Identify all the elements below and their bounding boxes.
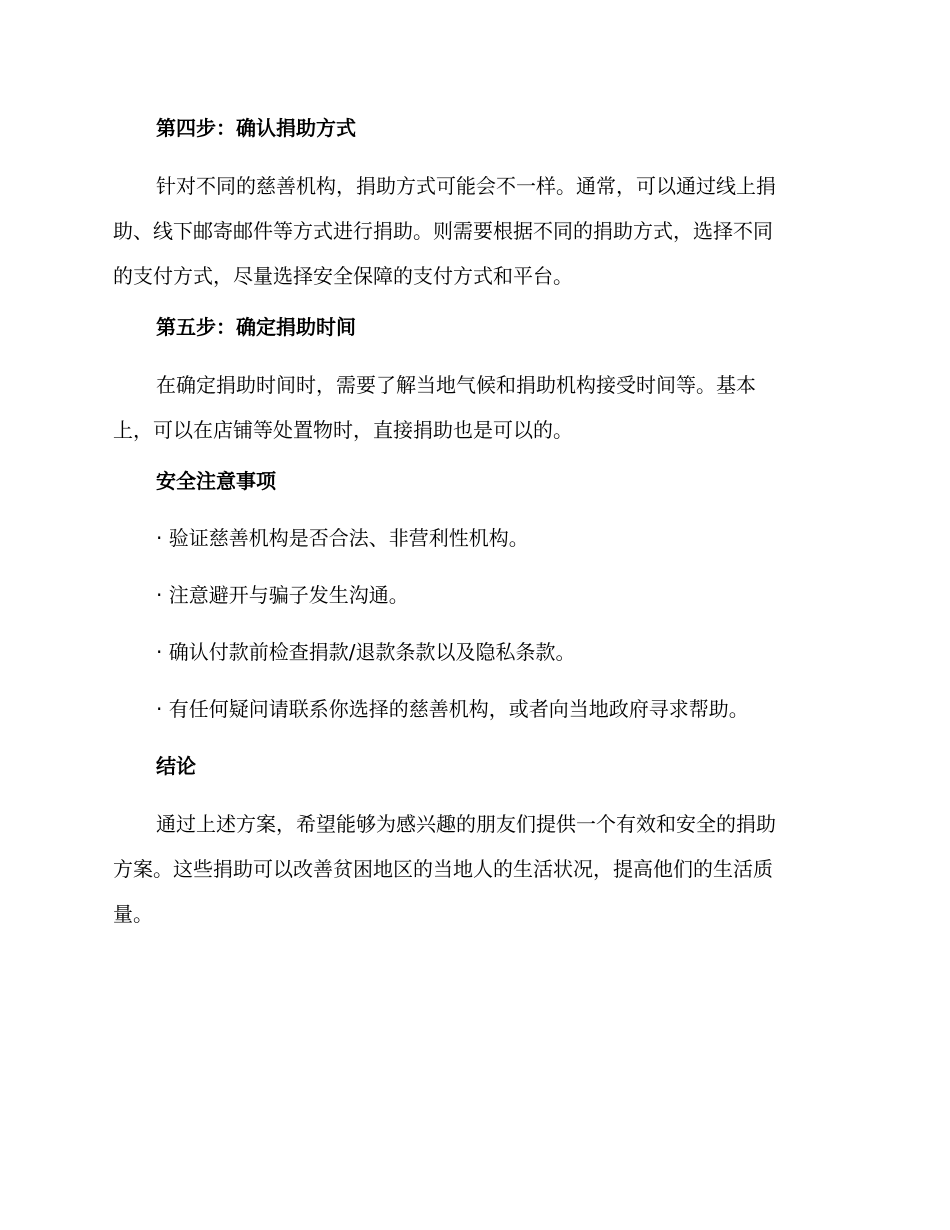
- step5-line-1: 在确定捐助时间时，需要了解当地气候和捐助机构接受时间等。基本: [156, 373, 756, 397]
- safety-item: · 确认付款前检查捐款/退款条款以及隐私条款。: [156, 640, 576, 664]
- step5-heading: 第五步：确定捐助时间: [156, 315, 356, 339]
- conclusion-line-2: 方案。这些捐助可以改善贫困地区的当地人的生活状况，提高他们的生活质: [113, 857, 773, 881]
- conclusion-paragraph: [113, 802, 830, 937]
- safety-item: · 验证慈善机构是否合法、非营利性机构。: [156, 526, 529, 550]
- safety-heading: 安全注意事项: [156, 469, 276, 493]
- conclusion-line-1: 通过上述方案，希望能够为感兴趣的朋友们提供一个有效和安全的捐助: [156, 812, 776, 836]
- safety-item: · 注意避开与骗子发生沟通。: [156, 583, 409, 607]
- step4-paragraph: [113, 164, 830, 299]
- step4-line-3: 的支付方式，尽量选择安全保障的支付方式和平台。: [113, 264, 573, 288]
- step5-line-2: 上，可以在店铺等处置物时，直接捐助也是可以的。: [113, 418, 573, 442]
- step5-paragraph: [113, 363, 830, 453]
- safety-item: · 有任何疑问请联系你选择的慈善机构，或者向当地政府寻求帮助。: [156, 697, 749, 721]
- conclusion-line-3: 量。: [113, 902, 153, 926]
- document-page: [113, 112, 830, 937]
- conclusion-heading: 结论: [156, 754, 196, 778]
- step4-heading: 第四步：确认捐助方式: [156, 116, 356, 140]
- step4-line-2: 助、线下邮寄邮件等方式进行捐助。则需要根据不同的捐助方式，选择不同: [113, 219, 773, 243]
- step4-line-1: 针对不同的慈善机构，捐助方式可能会不一样。通常，可以通过线上捐: [156, 174, 776, 198]
